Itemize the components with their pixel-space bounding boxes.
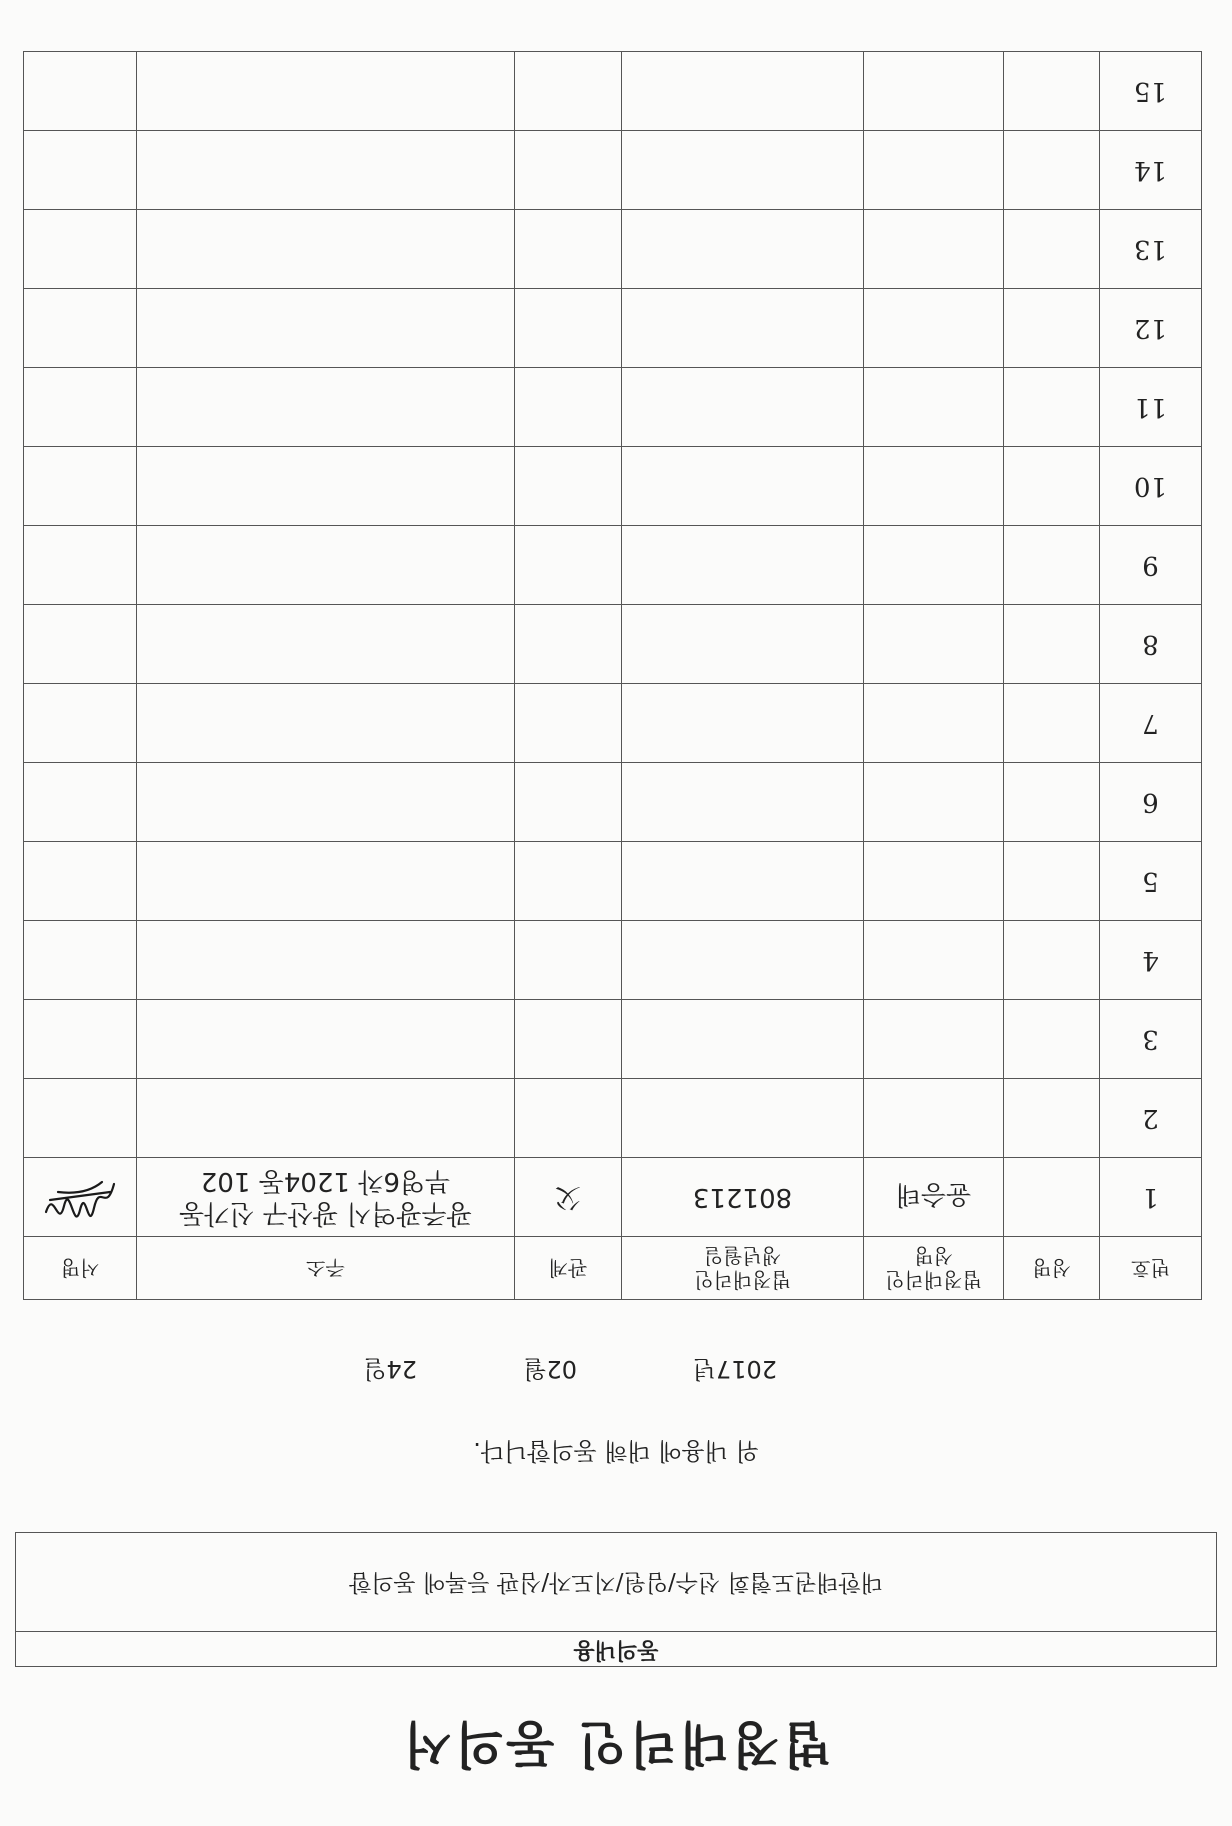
cell-name: [1004, 842, 1100, 921]
cell-relation: [515, 1158, 622, 1237]
cell-signature: [24, 1079, 137, 1158]
cell-name: [1004, 605, 1100, 684]
table-row: [24, 368, 1202, 447]
cell-guardian-name: [864, 605, 1004, 684]
cell-guardian-name: [864, 921, 1004, 1000]
cell-name: [1004, 921, 1100, 1000]
cell-address: [137, 526, 515, 605]
cell-address: [137, 842, 515, 921]
row-number-text: 9: [1142, 550, 1159, 580]
table-row: [24, 210, 1202, 289]
address-line-2: 부영6차 1204동 102: [200, 1166, 451, 1196]
cell-name: [1004, 289, 1100, 368]
row-number: [1100, 368, 1202, 447]
cell-relation: [515, 1079, 622, 1158]
table-row: [24, 52, 1202, 131]
date-month: 02월: [523, 1355, 577, 1383]
table-row: [24, 1079, 1202, 1158]
header-guardian-dob-text: 법정대리인 생년월일: [694, 1244, 791, 1292]
address-line-1: 광주광역시 광산구 신가동: [179, 1198, 472, 1228]
cell-signature: [24, 52, 137, 131]
cell-guardian-dob: [622, 210, 864, 289]
cell-name: [1004, 1000, 1100, 1079]
guardian-signature-table: [23, 51, 1202, 1300]
cell-guardian-name: [864, 684, 1004, 763]
cell-guardian-name: [864, 1079, 1004, 1158]
cell-guardian-dob: [622, 52, 864, 131]
cell-signature: [24, 131, 137, 210]
cell-guardian-dob: [622, 131, 864, 210]
cell-signature: [24, 1158, 137, 1237]
consent-box: [15, 1532, 1217, 1667]
table-row: [24, 842, 1202, 921]
cell-guardian-name: [864, 842, 1004, 921]
cell-signature: [24, 526, 137, 605]
cell-guardian-dob: [622, 447, 864, 526]
cell-guardian-dob: [622, 1000, 864, 1079]
table-header-row: [24, 1237, 1202, 1300]
cell-guardian-name: [864, 52, 1004, 131]
cell-guardian-dob: [622, 1158, 864, 1237]
cell-guardian-dob: [622, 842, 864, 921]
cell-address: [137, 605, 515, 684]
header-no: 번호: [1100, 1237, 1202, 1300]
table-row: [24, 131, 1202, 210]
row-number: [1100, 447, 1202, 526]
table-row: [24, 526, 1202, 605]
cell-address: [137, 52, 515, 131]
row-number-text: 6: [1142, 787, 1159, 817]
cell-relation: [515, 605, 622, 684]
row-number-text: 2: [1142, 1103, 1159, 1133]
header-signature: 서명: [24, 1237, 137, 1300]
row-number-text: 15: [1133, 76, 1168, 106]
row-number-text: 12: [1133, 313, 1168, 343]
row-number-text: 1: [1142, 1182, 1159, 1212]
row-number: [1100, 605, 1202, 684]
row-number: [1100, 526, 1202, 605]
row-number-text: 4: [1142, 945, 1159, 975]
cell-address: [137, 763, 515, 842]
cell-signature: [24, 1000, 137, 1079]
row-number-text: 13: [1133, 234, 1168, 264]
agreement-statement: 위 내용에 대해 동의합니다.: [473, 1437, 759, 1465]
cell-address: [137, 447, 515, 526]
cell-name: [1004, 763, 1100, 842]
table-row: [24, 447, 1202, 526]
cell-name: [1004, 210, 1100, 289]
table-row: [24, 605, 1202, 684]
cell-relation: [515, 842, 622, 921]
cell-signature: [24, 289, 137, 368]
cell-name: [1004, 1079, 1100, 1158]
cell-address: [137, 1000, 515, 1079]
cell-guardian-name: [864, 526, 1004, 605]
header-guardian-dob: [622, 1237, 864, 1300]
cell-address: [137, 289, 515, 368]
cell-relation: [515, 131, 622, 210]
row-number: [1100, 763, 1202, 842]
cell-address: [137, 368, 515, 447]
cell-guardian-dob: [622, 684, 864, 763]
table-row: [24, 1000, 1202, 1079]
row-number: [1100, 52, 1202, 131]
cell-relation: [515, 210, 622, 289]
cell-address: [137, 1079, 515, 1158]
cell-name: [1004, 52, 1100, 131]
row-number-text: 3: [1142, 1024, 1159, 1054]
cell-guardian-name: [864, 368, 1004, 447]
cell-guardian-dob: [622, 289, 864, 368]
header-guardian-name: [864, 1237, 1004, 1300]
cell-guardian-name: [864, 131, 1004, 210]
cell-address: [137, 921, 515, 1000]
cell-guardian-dob: [622, 526, 864, 605]
row-number: [1100, 921, 1202, 1000]
cell-relation: [515, 1000, 622, 1079]
row-number-text: 5: [1142, 866, 1159, 896]
cell-signature: [24, 763, 137, 842]
table-row: [24, 1158, 1202, 1237]
cell-guardian-dob: [622, 1079, 864, 1158]
row-number-text: 14: [1133, 155, 1168, 185]
cell-address: [137, 131, 515, 210]
row-number: [1100, 684, 1202, 763]
row-number: [1100, 842, 1202, 921]
cell-relation: [515, 368, 622, 447]
cell-guardian-name: [864, 289, 1004, 368]
cell-name: [1004, 368, 1100, 447]
cell-guardian-name-text: 윤승태: [895, 1179, 972, 1210]
cell-guardian-name: [864, 210, 1004, 289]
table-row: [24, 763, 1202, 842]
date-year: 2017년: [692, 1355, 777, 1383]
row-number: [1100, 210, 1202, 289]
header-guardian-name-text: 법정대리인 성명: [885, 1244, 982, 1292]
cell-signature: [24, 210, 137, 289]
table-row: [24, 684, 1202, 763]
cell-guardian-dob-text: 801213: [692, 1182, 793, 1212]
row-number-text: 10: [1133, 471, 1168, 501]
cell-address: [137, 210, 515, 289]
cell-relation-text: 父: [555, 1182, 582, 1212]
cell-guardian-dob: [622, 368, 864, 447]
row-number: [1100, 1000, 1202, 1079]
cell-name: [1004, 526, 1100, 605]
cell-guardian-dob: [622, 763, 864, 842]
cell-guardian-dob: [622, 605, 864, 684]
cell-signature: [24, 684, 137, 763]
cell-relation: [515, 289, 622, 368]
document-title: 법정대리인 동의서: [400, 1715, 832, 1774]
handwritten-signature: [40, 1172, 120, 1222]
row-number: [1100, 289, 1202, 368]
table-row: [24, 921, 1202, 1000]
header-relation: 관계: [515, 1237, 622, 1300]
header-address: 주소: [137, 1237, 515, 1300]
date-day: 24일: [363, 1355, 417, 1383]
cell-address: [137, 684, 515, 763]
row-number-text: 8: [1142, 629, 1159, 659]
cell-name: [1004, 684, 1100, 763]
cell-guardian-name: [864, 763, 1004, 842]
row-number: [1100, 1158, 1202, 1237]
cell-relation: [515, 447, 622, 526]
cell-signature: [24, 368, 137, 447]
cell-guardian-dob: [622, 921, 864, 1000]
cell-name: [1004, 131, 1100, 210]
consent-content: 대한태권도협회 선수/임원/지도자/심판 등록에 동의함: [349, 1569, 883, 1595]
cell-signature: [24, 842, 137, 921]
cell-signature: [24, 921, 137, 1000]
cell-relation: [515, 763, 622, 842]
cell-name: [1004, 447, 1100, 526]
cell-relation: [515, 52, 622, 131]
cell-guardian-name: [864, 1000, 1004, 1079]
row-number-text: 7: [1142, 708, 1159, 738]
table-row: [24, 289, 1202, 368]
cell-guardian-name: [864, 1158, 1004, 1237]
cell-relation: [515, 684, 622, 763]
cell-relation: [515, 526, 622, 605]
cell-address: [137, 1158, 515, 1237]
row-number: [1100, 131, 1202, 210]
row-number-text: 11: [1133, 392, 1168, 422]
cell-guardian-name: [864, 447, 1004, 526]
cell-relation: [515, 921, 622, 1000]
row-number: [1100, 1079, 1202, 1158]
header-name: 성명: [1004, 1237, 1100, 1300]
cell-name: [1004, 1158, 1100, 1237]
cell-signature: [24, 605, 137, 684]
consent-section-label: 동의내용: [16, 1631, 1216, 1666]
cell-signature: [24, 447, 137, 526]
